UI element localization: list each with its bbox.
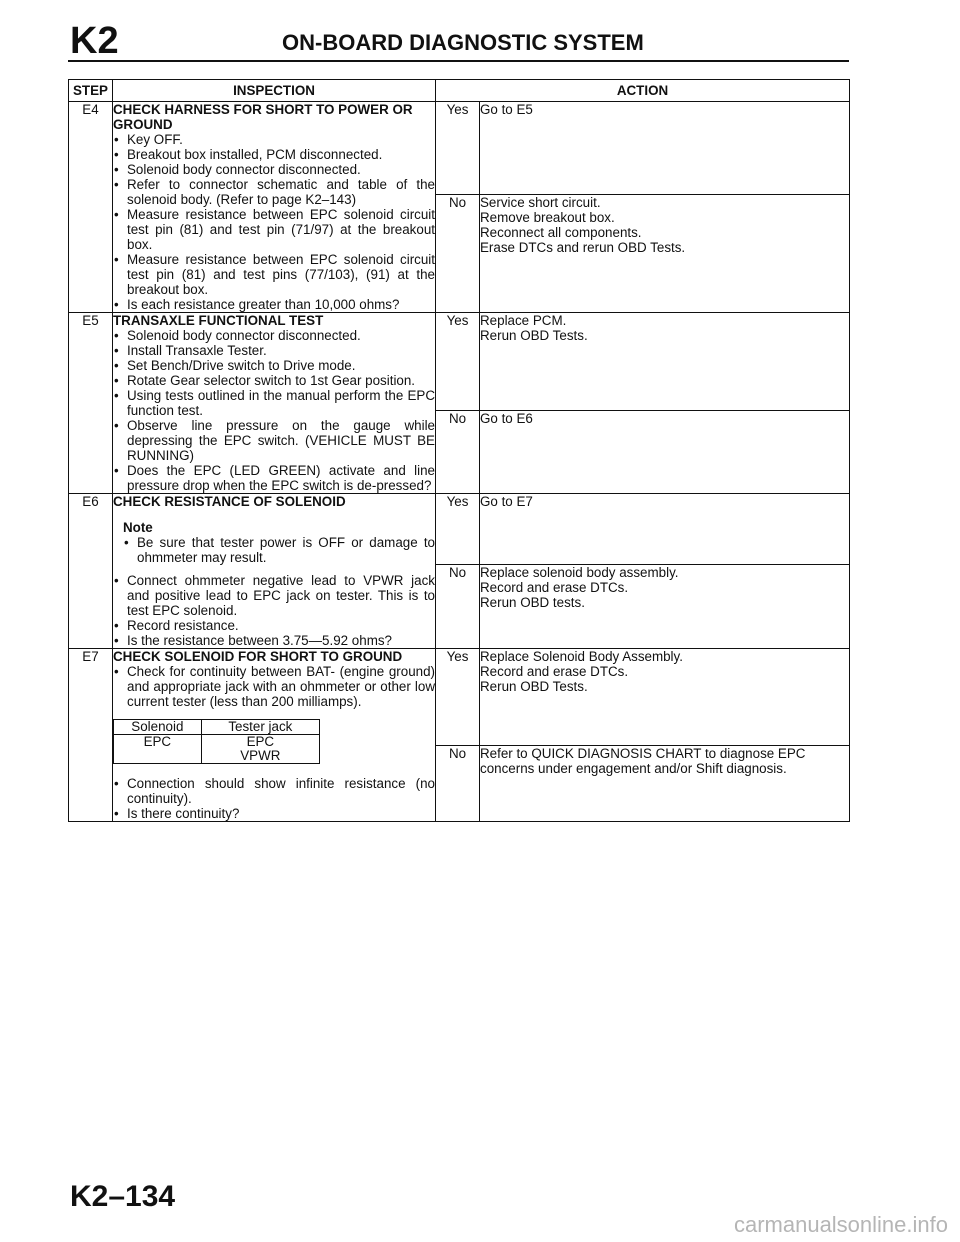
diagnostic-table xyxy=(68,79,850,822)
answer-yes: Yes xyxy=(436,649,480,746)
note-list xyxy=(123,535,435,565)
list-item: • Connect ohmmeter negative lead to VPWR jack and positive lead to EPC jack on tester. This is to test EPC solenoid. xyxy=(113,573,435,618)
list-item: • Is each resistance greater than 10,000 ohms? xyxy=(113,297,435,312)
mini-col-tester-jack: Tester jack xyxy=(201,720,319,735)
action-line: Go to E7 xyxy=(480,494,533,509)
action-line: Record and erase DTCs. xyxy=(480,580,629,595)
step-id: E7 xyxy=(69,649,113,822)
action-no xyxy=(480,746,850,822)
inspection-steps xyxy=(113,132,435,312)
col-header-step: STEP xyxy=(69,80,113,102)
list-item: • Solenoid body connector disconnected. xyxy=(113,328,435,343)
action-line: Go to E6 xyxy=(480,411,533,426)
action-line: Replace Solenoid Body Assembly. xyxy=(480,649,683,664)
inspection-steps xyxy=(113,328,435,493)
mini-table-header xyxy=(114,720,320,735)
action-line: Service short circuit. xyxy=(480,195,601,210)
page-number: K2–134 xyxy=(70,1180,176,1213)
action-line: Reconnect all components. xyxy=(480,225,642,240)
answer-no: No xyxy=(436,746,480,822)
table-row xyxy=(114,749,320,764)
mini-col-solenoid: Solenoid xyxy=(114,720,202,735)
action-line: Go to E5 xyxy=(480,102,533,117)
inspection-title: CHECK RESISTANCE OF SOLENOID xyxy=(113,494,346,509)
action-line: Rerun OBD tests. xyxy=(480,595,585,610)
mini-cell: VPWR xyxy=(201,749,319,764)
inspection-steps-after xyxy=(113,776,435,821)
header-divider xyxy=(68,60,849,62)
list-item: • Is there continuity? xyxy=(113,806,435,821)
mini-cell xyxy=(114,749,202,764)
list-item: • Breakout box installed, PCM disconnected. xyxy=(113,147,435,162)
action-no xyxy=(480,565,850,649)
list-item: • Refer to connector schematic and table of the solenoid body. (Refer to page K2–143) xyxy=(113,177,435,207)
list-item: • Observe line pressure on the gauge while depressing the EPC switch. (VEHICLE MUST BE RUNNING) xyxy=(113,418,435,463)
action-line: Rerun OBD Tests. xyxy=(480,679,588,694)
action-yes xyxy=(480,102,850,195)
table-row xyxy=(69,102,850,195)
inspection-cell xyxy=(113,313,436,494)
list-item: • Be sure that tester power is OFF or damage to ohmmeter may result. xyxy=(123,535,435,565)
action-line: Record and erase DTCs. xyxy=(480,664,629,679)
table-header-row xyxy=(69,80,850,102)
action-yes xyxy=(480,313,850,411)
mini-cell: EPC xyxy=(114,735,202,750)
step-id: E5 xyxy=(69,313,113,494)
step-id: E4 xyxy=(69,102,113,313)
action-line: Refer to QUICK DIAGNOSIS CHART to diagnose EPC concerns under engagement and/or Shift diagnosis. xyxy=(480,746,806,776)
watermark: carmanualsonline.info xyxy=(733,1212,948,1237)
table-row xyxy=(69,649,850,746)
inspection-title: CHECK HARNESS FOR SHORT TO POWER OR GROUND xyxy=(113,102,413,132)
solenoid-jack-table xyxy=(113,719,320,764)
section-code: K2 xyxy=(70,20,119,62)
action-yes xyxy=(480,494,850,565)
answer-yes: Yes xyxy=(436,313,480,411)
mini-cell: EPC xyxy=(201,735,319,750)
page-title: ON-BOARD DIAGNOSTIC SYSTEM xyxy=(282,30,644,55)
note-block xyxy=(113,520,435,565)
action-line: Replace solenoid body assembly. xyxy=(480,565,679,580)
col-header-inspection: INSPECTION xyxy=(113,80,436,102)
list-item: • Using tests outlined in the manual perform the EPC function test. xyxy=(113,388,435,418)
list-item: • Rotate Gear selector switch to 1st Gear position. xyxy=(113,373,435,388)
note-title: Note xyxy=(123,520,153,535)
list-item: • Record resistance. xyxy=(113,618,435,633)
inspection-title: CHECK SOLENOID FOR SHORT TO GROUND xyxy=(113,649,403,664)
list-item: • Is the resistance between 3.75—5.92 ohms? xyxy=(113,633,435,648)
action-line: Replace PCM. xyxy=(480,313,567,328)
list-item: • Measure resistance between EPC solenoid circuit test pin (81) and test pin (71/97) at the breakout box. xyxy=(113,207,435,252)
table-row xyxy=(69,494,850,565)
action-line: Remove breakout box. xyxy=(480,210,615,225)
action-line: Erase DTCs and rerun OBD Tests. xyxy=(480,240,686,255)
table-row xyxy=(114,735,320,750)
inspection-cell xyxy=(113,102,436,313)
answer-no: No xyxy=(436,411,480,494)
list-item: • Measure resistance between EPC solenoid circuit test pin (81) and test pins (77/103), (91) at the breakout box. xyxy=(113,252,435,297)
answer-no: No xyxy=(436,565,480,649)
table-row xyxy=(69,313,850,411)
action-no xyxy=(480,195,850,313)
action-line: Rerun OBD Tests. xyxy=(480,328,588,343)
list-item: • Install Transaxle Tester. xyxy=(113,343,435,358)
list-item: • Key OFF. xyxy=(113,132,435,147)
action-no xyxy=(480,411,850,494)
answer-no: No xyxy=(436,195,480,313)
answer-yes: Yes xyxy=(436,494,480,565)
list-item: • Solenoid body connector disconnected. xyxy=(113,162,435,177)
list-item: • Connection should show infinite resistance (no continuity). xyxy=(113,776,435,806)
inspection-cell xyxy=(113,649,436,822)
inspection-cell xyxy=(113,494,436,649)
list-item: • Does the EPC (LED GREEN) activate and line pressure drop when the EPC switch is de-pressed? xyxy=(113,463,435,493)
col-header-action: ACTION xyxy=(436,80,850,102)
inspection-steps xyxy=(113,573,435,648)
step-id: E6 xyxy=(69,494,113,649)
action-yes xyxy=(480,649,850,746)
inspection-steps xyxy=(113,664,435,709)
answer-yes: Yes xyxy=(436,102,480,195)
list-item: • Set Bench/Drive switch to Drive mode. xyxy=(113,358,435,373)
list-item: • Check for continuity between BAT- (engine ground) and appropriate jack with an ohmmeter or other low current tester (less than 200 milliamps). xyxy=(113,664,435,709)
inspection-title: TRANSAXLE FUNCTIONAL TEST xyxy=(113,313,324,328)
